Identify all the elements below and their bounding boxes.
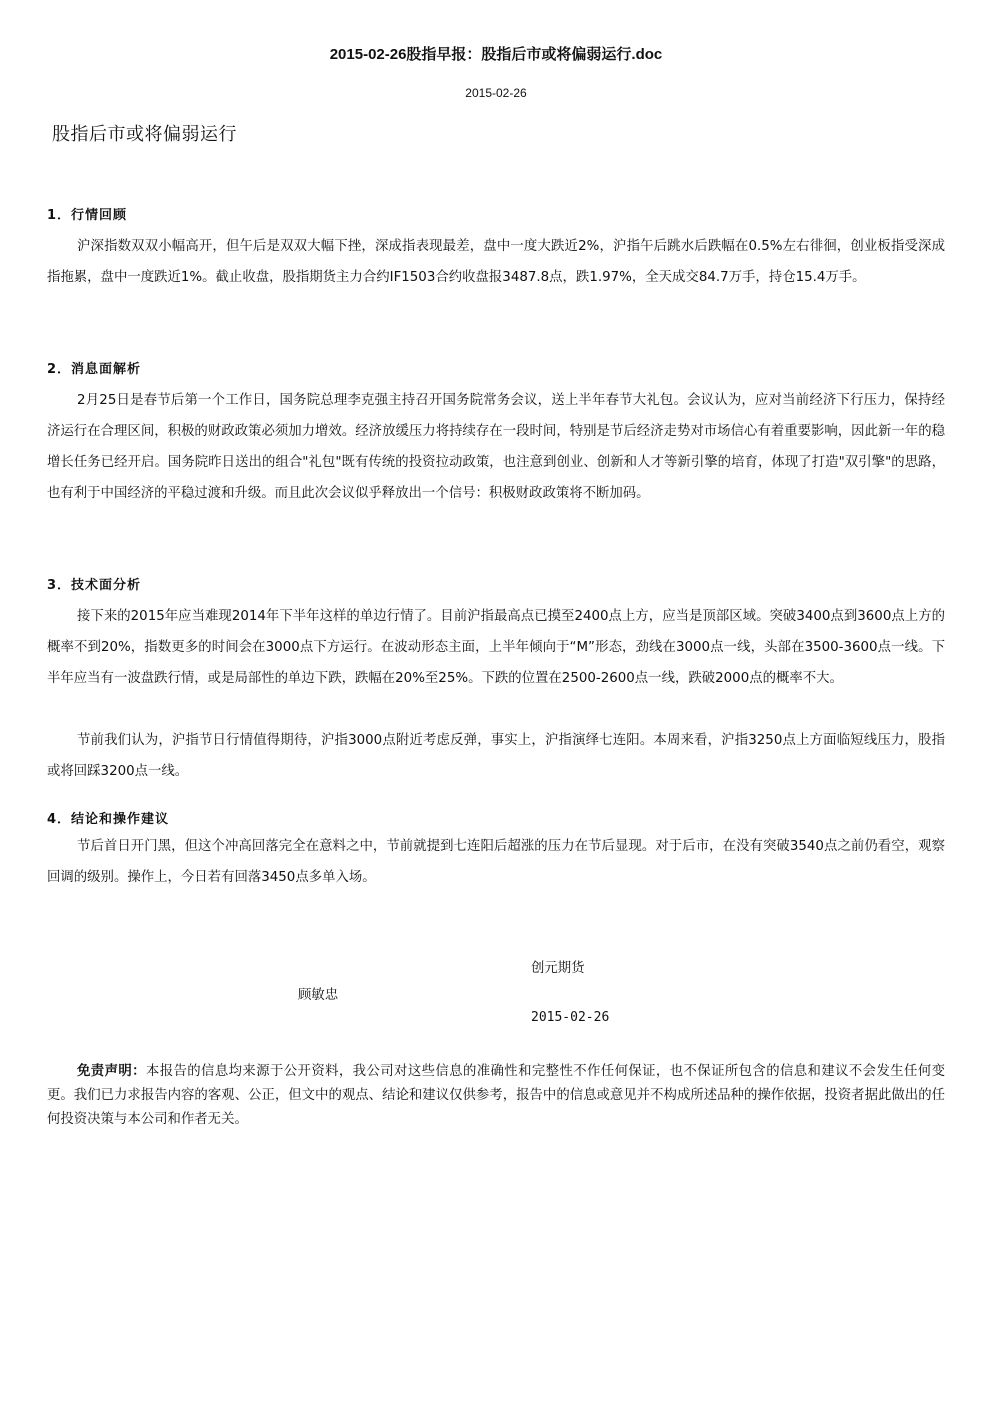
paragraph-news-analysis: 2月25日是春节后第一个工作日，国务院总理李克强主持召开国务院常务会议，送上半年春节大礼包。会议认为，应对当前经济下行压力，保持经济运行在合理区间，积极的财政政策必须加力增效。经济放缓压力将持续存在一段时间，特别是节后经济走势对市场信心有着重要影响，因此新一年的稳增长任务已经开启。国务院昨日送出的组合"礼包"既有传统的投资拉动政策，也注意到创业、创新和人才等新引擎的培育，体现了打造"双引擎"的思路，也有利于中国经济的平稳过渡和升级。而且此次会议似乎释放出一个信号：积极财政政策将不断加码。 bbox=[47, 393, 945, 501]
section-heading-market-review: 1．行情回顾 bbox=[47, 208, 128, 223]
section-heading-technical-analysis: 3．技术面分析 bbox=[47, 578, 142, 593]
paragraph-conclusion: 节后首日开门黑，但这个冲高回落完全在意料之中，节前就提到七连阳后超涨的压力在节后显现。对于后市，在没有突破3540点之前仍看空，观察回调的级别。操作上，今日若有回落3450点多单入场。 bbox=[47, 839, 945, 885]
paragraph-technical-analysis-1: 接下来的2015年应当难现2014年下半年这样的单边行情了。目前沪指最高点已摸至2400点上方，应当是顶部区域。突破3400点到3600点上方的概率不到20%，指数更多的时间会在3000点下方运行。在波动形态主面，上半年倾向于“M”形态，劲线在3000点一线，头部在3500-3600点一线。下半年应当有一波盘跌行情，或是局部性的单边下跌，跌幅在20%至25%。下跌的位置在2500-2600点一线，跌破2000点的概率不大。 bbox=[47, 609, 945, 686]
disclaimer-text: 本报告的信息均来源于公开资料，我公司对这些信息的准确性和完整性不作任何保证，也不保证所包含的信息和建议不会发生任何变更。我们已力求报告内容的客观、公正，但文中的观点、结论和建议仅供参考，报告中的信息或意见并不构成所述品种的操作依据，投资者据此做出的任何投资决策与本公司和作者无关。 bbox=[47, 1064, 945, 1127]
section-heading-news-analysis: 2．消息面解析 bbox=[47, 362, 142, 377]
disclaimer bbox=[47, 1060, 945, 1132]
document-date: 2015-02-26 bbox=[465, 86, 527, 100]
article-title: 股指后市或将偏弱运行 bbox=[52, 124, 237, 145]
signature-date: 2015-02-26 bbox=[531, 1010, 610, 1025]
paragraph-market-review: 沪深指数双双小幅高开，但午后是双双大幅下挫，深成指表现最差，盘中一度大跌近2%，沪指午后跳水后跌幅在0.5%左右徘徊，创业板指受深成指拖累，盘中一度跌近1%。截止收盘，股指期货主力合约IF1503合约收盘报3487.8点，跌1.97%，全天成交84.7万手，持仓15.4万手。 bbox=[47, 239, 945, 285]
disclaimer-label: 免责声明： bbox=[77, 1064, 146, 1079]
document-filename-title: 2015-02-26股指早报：股指后市或将偏弱运行.doc bbox=[329, 46, 663, 63]
paragraph-technical-analysis-2: 节前我们认为，沪指节日行情值得期待，沪指3000点附近考虑反弹，事实上，沪指演绎七连阳。本周来看，沪指3250点上方面临短线压力，股指或将回踩3200点一线。 bbox=[47, 733, 945, 779]
signature-author: 顾敏忠 bbox=[298, 988, 339, 1003]
signature-company: 创元期货 bbox=[531, 961, 585, 976]
section-heading-conclusion: 4．结论和操作建议 bbox=[47, 812, 170, 827]
